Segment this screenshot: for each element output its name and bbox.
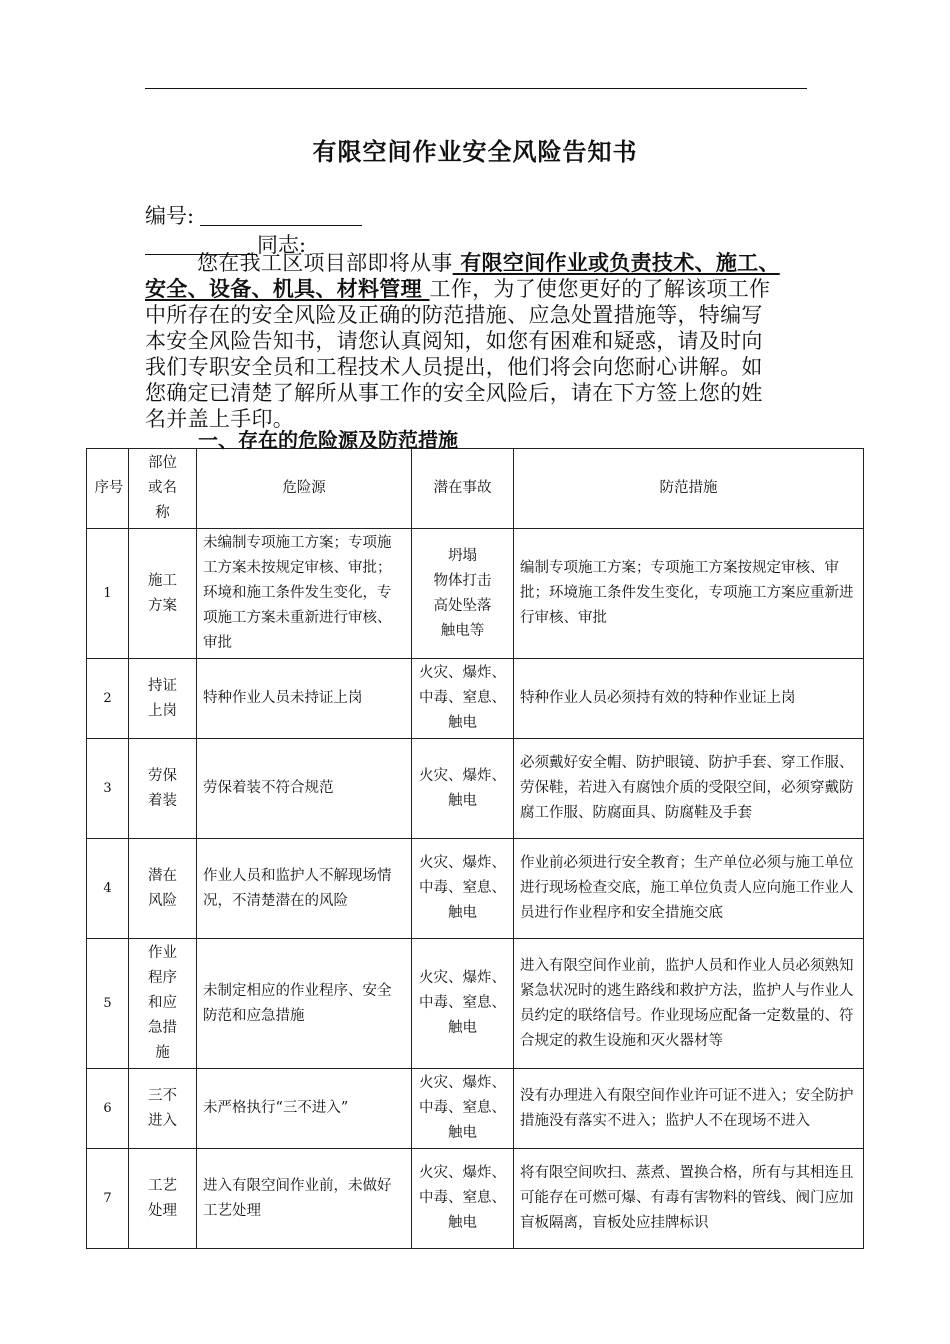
table-row (87, 739, 864, 839)
row-measures: 没有办理进入有限空间作业许可证不进入；安全防护措施没有落实不进入；监护人不在现场不进入 (514, 1069, 864, 1149)
table-row (87, 839, 864, 939)
intro-line-3: 中所存在的安全风险及正确的防范措施、应急处置措施等，特编写 (145, 303, 763, 327)
comrade-label: 同志: (257, 233, 307, 257)
header-no: 序号 (87, 449, 129, 529)
row-part: 作业程序和应急措施 (129, 939, 197, 1069)
row-accident: 火灾、爆炸、中毒、窒息、触电 (412, 939, 514, 1069)
intro-line-5: 我们专职安全员和工程技术人员提出，他们将会向您耐心讲解。如 (145, 355, 763, 379)
section-heading: 一、存在的危险源及防范措施 (198, 428, 458, 452)
row-measures: 特种作业人员必须持有效的特种作业证上岗 (514, 659, 864, 739)
row-accident: 火灾、爆炸、中毒、窒息、触电 (412, 1149, 514, 1249)
row-measures: 必须戴好安全帽、防护眼镜、防护手套、穿工作服、劳保鞋，若进入有腐蚀介质的受限空间，必须穿戴防腐工作服、防腐面具、防腐鞋及手套 (514, 739, 864, 839)
table-row (87, 939, 864, 1069)
table-row (87, 659, 864, 739)
header-accident: 潜在事故 (412, 449, 514, 529)
row-number: 5 (87, 939, 129, 1069)
row-hazard: 进入有限空间作业前，未做好工艺处理 (197, 1149, 412, 1249)
table-row (87, 529, 864, 659)
number-label: 编号: (145, 204, 195, 228)
row-measures: 将有限空间吹扫、蒸煮、置换合格，所有与其相连且可能存在可燃可爆、有毒有害物料的管线、阀门应加盲板隔离，盲板处应挂牌标识 (514, 1149, 864, 1249)
intro-line-2: 工作，为了使您更好的了解该项工作 (429, 277, 771, 301)
row-number: 2 (87, 659, 129, 739)
intro-line-4: 本安全风险告知书，请您认真阅知，如您有困难和疑惑，请及时向 (145, 329, 763, 353)
row-hazard: 特种作业人员未持证上岗 (197, 659, 412, 739)
row-measures: 进入有限空间作业前，监护人员和作业人员必须熟知紧急状况时的逃生路线和救护方法，监护人与作业人员约定的联络信号。作业现场应配备一定数量的、符合规定的救生设施和灭火器材等 (514, 939, 864, 1069)
row-number: 7 (87, 1149, 129, 1249)
row-hazard: 未严格执行“三不进入” (197, 1069, 412, 1149)
row-measures: 作业前必须进行安全教育；生产单位必须与施工单位进行现场检查交底，施工单位负责人应向施工作业人员进行作业程序和安全措施交底 (514, 839, 864, 939)
row-part: 劳保着装 (129, 739, 197, 839)
row-part: 施工方案 (129, 529, 197, 659)
row-part: 三不进入 (129, 1069, 197, 1149)
row-number: 4 (87, 839, 129, 939)
intro-paragraph (145, 250, 835, 432)
row-accident: 坍塌 物体打击 高处坠落 触电等 (412, 529, 514, 659)
row-accident: 火灾、爆炸、中毒、窒息、触电 (412, 1069, 514, 1149)
row-hazard: 未制定相应的作业程序、安全防范和应急措施 (197, 939, 412, 1069)
header-rule (145, 88, 807, 89)
row-part: 潜在风险 (129, 839, 197, 939)
intro-lead: 您在我工区项目部即将从事 (197, 251, 453, 275)
row-number: 6 (87, 1069, 129, 1149)
row-hazard: 作业人员和监护人不解现场情况，不清楚潜在的风险 (197, 839, 412, 939)
table-row (87, 1149, 864, 1249)
intro-line-6: 您确定已清楚了解所从事工作的安全风险后，请在下方签上您的姓 (145, 381, 763, 405)
hazard-table (86, 448, 864, 1249)
row-hazard: 劳保着装不符合规范 (197, 739, 412, 839)
row-measures: 编制专项施工方案；专项施工方案按规定审核、审批；环境施工条件发生变化，专项施工方案应重新进行审核、审批 (514, 529, 864, 659)
intro-line-7: 名并盖上手印。 (145, 407, 295, 431)
row-accident: 火灾、爆炸、中毒、窒息、触电 (412, 659, 514, 739)
document-title: 有限空间作业安全风险告知书 (312, 138, 638, 166)
row-accident: 火灾、爆炸、触电 (412, 739, 514, 839)
row-part: 工艺处理 (129, 1149, 197, 1249)
table-header-row (87, 449, 864, 529)
row-number: 1 (87, 529, 129, 659)
header-part: 部位或名称 (129, 449, 197, 529)
row-part: 持证上岗 (129, 659, 197, 739)
document-number-line (145, 200, 362, 230)
row-number: 3 (87, 739, 129, 839)
header-hazard: 危险源 (197, 449, 412, 529)
row-hazard: 未编制专项施工方案；专项施工方案未按规定审核、审批；环境和施工条件发生变化，专项施工方案未重新进行审核、审批 (197, 529, 412, 659)
work-scope-2: 安全、设备、机具、材料管理 (145, 277, 422, 301)
row-accident: 火灾、爆炸、中毒、窒息、触电 (412, 839, 514, 939)
header-measures: 防范措施 (514, 449, 864, 529)
table-row (87, 1069, 864, 1149)
number-blank (200, 205, 362, 226)
work-scope-1: 有限空间作业或负责技术、施工、 (460, 251, 780, 275)
